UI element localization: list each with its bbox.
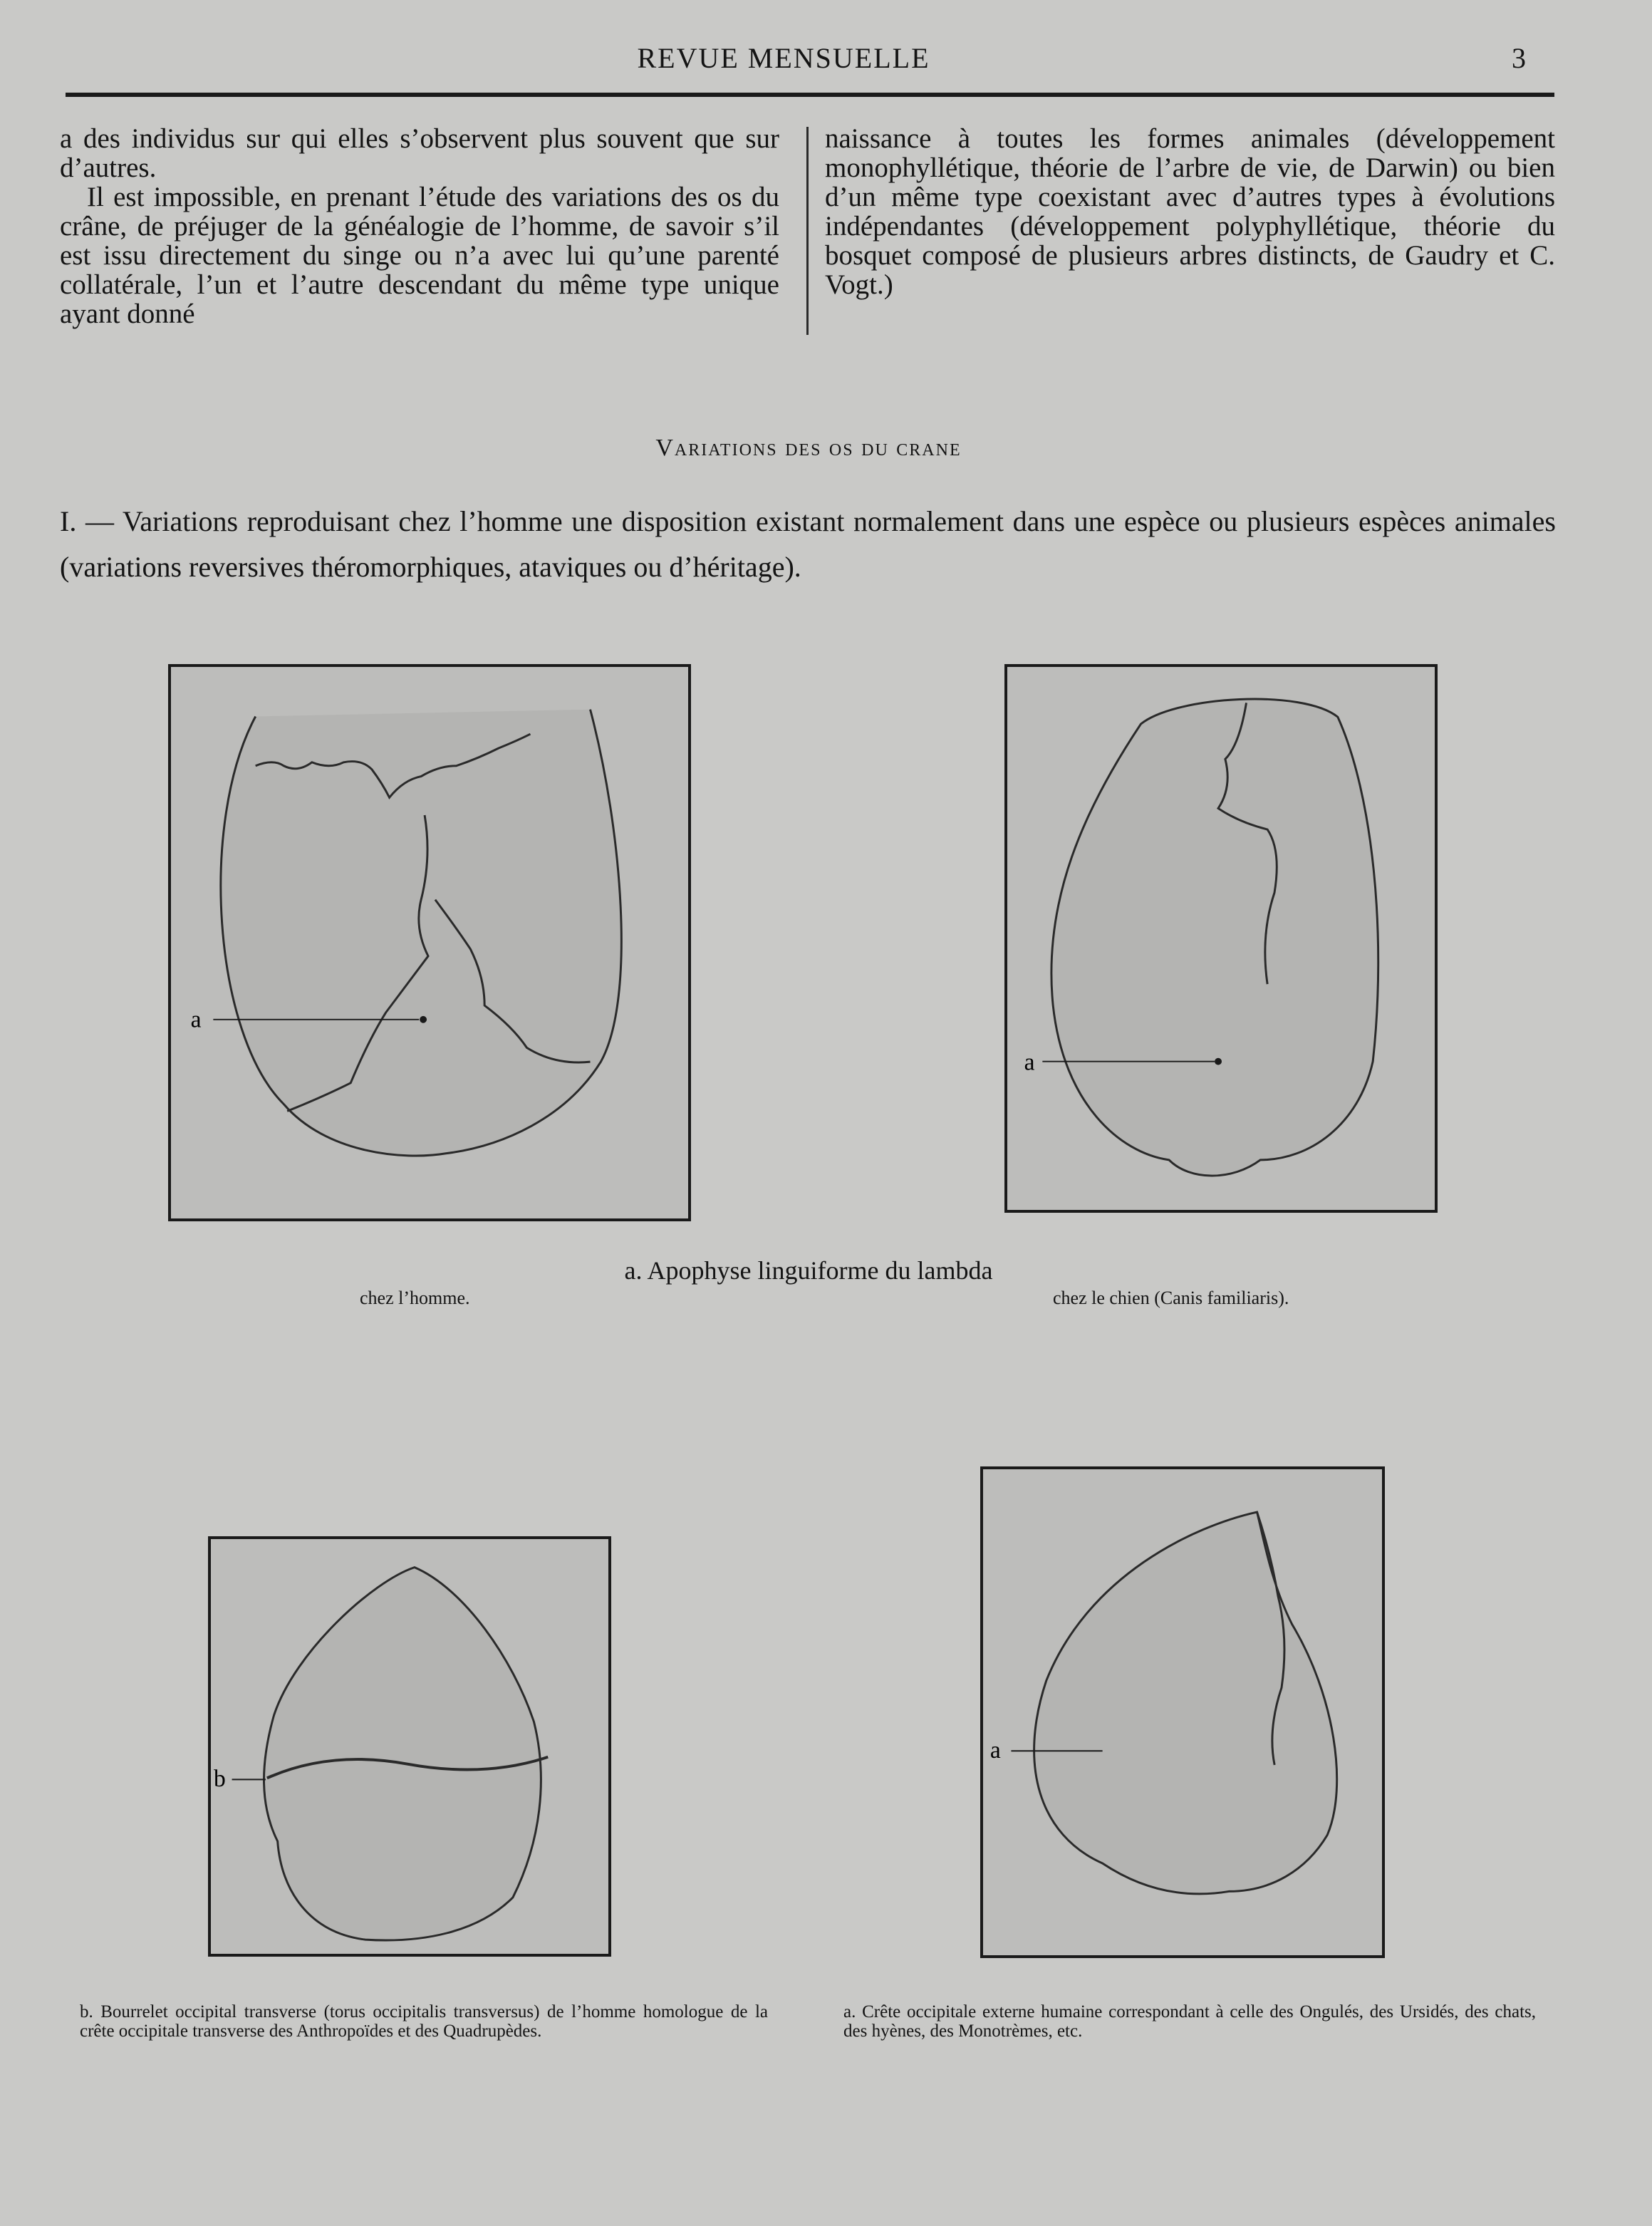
fig4-label: a: [989, 1737, 1001, 1764]
fig1-caption: chez l’homme.: [360, 1288, 470, 1308]
fig1-label: a: [190, 1006, 202, 1033]
left-column: [60, 124, 779, 328]
figure-dog-skull: [1004, 664, 1438, 1213]
fig3-caption: b. Bourrelet occipital transverse (torus occipitalis transversus) de l’homme homologue de la crête occipitale transverse des Anthropoïdes et des Quadrupèdes.: [80, 2002, 768, 2041]
right-column: [825, 124, 1555, 299]
fig4-caption: a. Crête occipitale externe humaine correspondant à celle des Ongulés, des Ursidés, des chats, des hyènes, des Monotrèmes, etc.: [843, 2002, 1536, 2041]
dog-skull-illustration: [1007, 667, 1435, 1210]
fig3-label: b: [213, 1766, 226, 1793]
human-skull-illustration: [171, 667, 688, 1218]
figure-occipital-torus: [208, 1536, 611, 1957]
figure-occipital-crest: [980, 1466, 1385, 1958]
shared-caption: a. Apophyse linguiforme du lambda: [624, 1256, 993, 1285]
occipital-crest-illustration: [983, 1469, 1382, 1955]
column-divider: [806, 127, 809, 335]
occipital-torus-illustration: [211, 1539, 608, 1954]
left-paragraph-1: a des individus sur qui elles s’observent plus souvent que sur d’autres.: [60, 123, 779, 183]
right-paragraph-1: naissance à toutes les formes animales (développement monophyllétique, théorie de l’arbre de vie, de Darwin) ou bien d’un même type coexistant avec d’autres types à évolutions indépendantes (développement polyphyllétique, théorie du bosquet composé de plusieurs arbres distincts, de Gaudry et C. Vogt.): [825, 123, 1555, 300]
figure-human-skull: [168, 664, 691, 1221]
fig2-label: a: [1024, 1049, 1035, 1076]
page-number: 3: [1512, 42, 1526, 74]
left-paragraph-2: Il est impossible, en prenant l’étude des variations des os du crâne, de préjuger de la généalogie de l’homme, de savoir s’il est issu directement du singe ou n’a avec lui qu’une parenté collatérale, l’un et l’autre descendant du même type unique ayant donné: [60, 182, 779, 329]
running-title: REVUE MENSUELLE: [637, 42, 930, 74]
section-title: Variations des os du crane: [655, 435, 962, 461]
section-lead: I. — Variations reproduisant chez l’homme une disposition existant normalement dans une espèce ou plusieurs espèces animales (variations reversives théromorphiques, ataviques ou d’héritage).: [60, 505, 1556, 583]
fig2-caption: chez le chien (Canis familiaris).: [1053, 1288, 1289, 1308]
header-rule: [66, 93, 1554, 97]
